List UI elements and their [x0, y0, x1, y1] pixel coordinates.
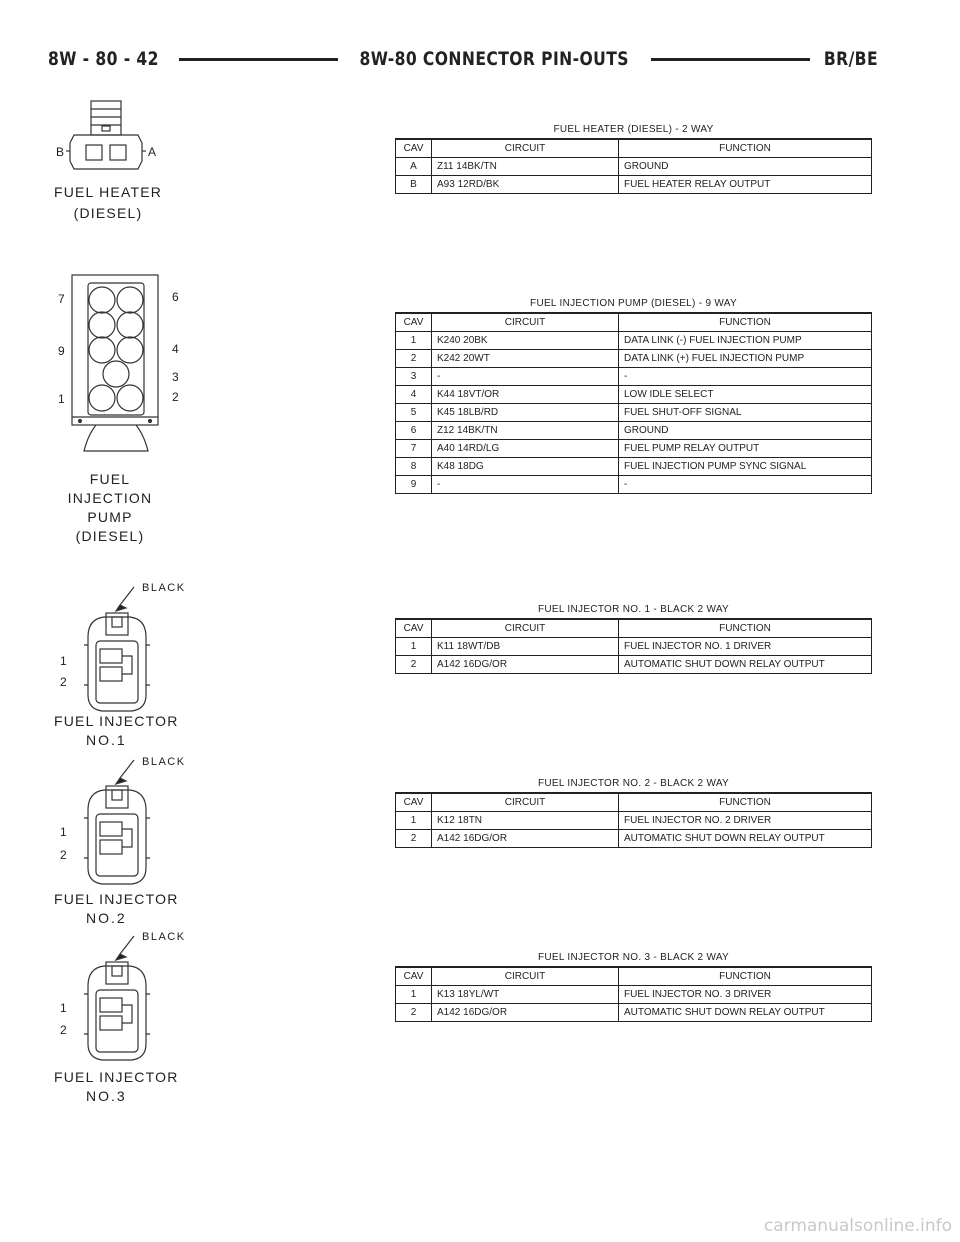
fuel-injector-3-diagram [40, 928, 200, 1108]
cav-cell: 1 [396, 638, 432, 656]
circuit-cell: K48 18DG [432, 458, 619, 476]
injector-2-label-2: NO.2 [86, 910, 127, 926]
table-row [396, 830, 872, 848]
injector-2-pin-1: 1 [60, 825, 67, 839]
cav-cell: 2 [396, 1004, 432, 1022]
column-header-function: FUNCTION [619, 619, 872, 638]
fuel-heater-diagram [40, 95, 200, 230]
circuit-cell: A142 16DG/OR [432, 1004, 619, 1022]
fuel-injector-1-table-title: FUEL INJECTOR NO. 1 - BLACK 2 WAY [537, 604, 730, 615]
column-header-circuit: CIRCUIT [432, 313, 619, 332]
column-header-function: FUNCTION [619, 139, 872, 158]
function-cell: GROUND [619, 422, 872, 440]
column-header-function: FUNCTION [619, 967, 872, 986]
table-row [396, 404, 872, 422]
fuel-injector-1-diagram [40, 575, 200, 750]
table-header-row [396, 619, 872, 638]
column-header-function: FUNCTION [619, 313, 872, 332]
pump-label-4: (DIESEL) [75, 528, 145, 544]
pump-pin-3: 3 [172, 370, 179, 384]
function-cell: FUEL INJECTOR NO. 1 DRIVER [619, 638, 872, 656]
fuel-heater-label-2: (DIESEL) [73, 205, 143, 221]
column-header-circuit: CIRCUIT [432, 793, 619, 812]
cav-cell: 9 [396, 476, 432, 494]
model-code: BR/BE [823, 48, 879, 70]
table-row [396, 158, 872, 176]
circuit-cell: - [432, 476, 619, 494]
circuit-cell: K11 18WT/DB [432, 638, 619, 656]
table-row [396, 368, 872, 386]
function-cell: FUEL INJECTOR NO. 3 DRIVER [619, 986, 872, 1004]
watermark: carmanualsonline.info [763, 1216, 952, 1236]
function-cell: DATA LINK (+) FUEL INJECTION PUMP [619, 350, 872, 368]
cav-cell: B [396, 176, 432, 194]
injector-2-label-1: FUEL INJECTOR [54, 891, 179, 907]
pump-pin-6: 6 [172, 290, 179, 304]
fuel-heater-pin-a: A [148, 145, 157, 159]
cav-cell: 5 [396, 404, 432, 422]
circuit-cell: K12 18TN [432, 812, 619, 830]
circuit-cell: A40 14RD/LG [432, 440, 619, 458]
section-title: 8W-80 CONNECTOR PIN-OUTS [359, 48, 630, 70]
cav-cell: 2 [396, 830, 432, 848]
fuel-heater-connector-icon [66, 101, 146, 169]
table-header-row [396, 793, 872, 812]
injection-pump-connector-icon [72, 275, 158, 451]
pump-pin-4: 4 [172, 342, 179, 356]
pump-pin-9: 9 [58, 344, 65, 358]
cav-cell: 2 [396, 656, 432, 674]
function-cell: LOW IDLE SELECT [619, 386, 872, 404]
page-header [48, 42, 878, 76]
table-row [396, 812, 872, 830]
injector-1-label-2: NO.1 [86, 732, 127, 748]
cav-cell: 8 [396, 458, 432, 476]
injector-2-color: BLACK [142, 756, 186, 768]
function-cell: FUEL SHUT-OFF SIGNAL [619, 404, 872, 422]
function-cell: AUTOMATIC SHUT DOWN RELAY OUTPUT [619, 830, 872, 848]
table-row [396, 386, 872, 404]
cav-cell: 6 [396, 422, 432, 440]
column-header-circuit: CIRCUIT [432, 619, 619, 638]
cav-cell: 1 [396, 986, 432, 1004]
fuel-injector-2-table [395, 792, 872, 848]
fuel-injector-1-table [395, 618, 872, 674]
fuel-injector-2-diagram [40, 752, 200, 927]
cav-cell: 7 [396, 440, 432, 458]
pump-label-1: FUEL [89, 471, 131, 487]
fuel-injection-pump-table-title: FUEL INJECTION PUMP (DIESEL) - 9 WAY [530, 298, 737, 309]
injector-1-color: BLACK [142, 582, 186, 594]
function-cell: FUEL INJECTOR NO. 2 DRIVER [619, 812, 872, 830]
table-row [396, 350, 872, 368]
injector-3-pin-1: 1 [60, 1001, 67, 1015]
table-row [396, 638, 872, 656]
cav-cell: A [396, 158, 432, 176]
column-header-cav: CAV [396, 967, 432, 986]
injector-3-pin-2: 2 [60, 1023, 67, 1037]
injector-1-pin-1: 1 [60, 654, 67, 668]
function-cell: - [619, 368, 872, 386]
page-number: 8W - 80 - 42 [48, 48, 159, 70]
function-cell: FUEL PUMP RELAY OUTPUT [619, 440, 872, 458]
column-header-cav: CAV [396, 313, 432, 332]
table-header-row [396, 139, 872, 158]
injector-3-label-1: FUEL INJECTOR [54, 1069, 179, 1085]
table-row [396, 458, 872, 476]
fuel-injector-3-table [395, 966, 872, 1022]
header-rule-left [179, 58, 338, 61]
cav-cell: 4 [396, 386, 432, 404]
table-row [396, 440, 872, 458]
table-row [396, 332, 872, 350]
fuel-injection-pump-diagram [30, 265, 210, 550]
circuit-cell: Z12 14BK/TN [432, 422, 619, 440]
pump-label-3: PUMP [87, 509, 133, 525]
fuel-injector-2-table-title: FUEL INJECTOR NO. 2 - BLACK 2 WAY [537, 778, 730, 789]
table-row [396, 176, 872, 194]
table-row [396, 476, 872, 494]
cav-cell: 1 [396, 332, 432, 350]
function-cell: - [619, 476, 872, 494]
fuel-injection-pump-table [395, 312, 872, 494]
fuel-heater-pin-b: B [56, 145, 65, 159]
fuel-injector-3-table-title: FUEL INJECTOR NO. 3 - BLACK 2 WAY [537, 952, 730, 963]
injector-2-pin-2: 2 [60, 848, 67, 862]
function-cell: FUEL INJECTION PUMP SYNC SIGNAL [619, 458, 872, 476]
function-cell: GROUND [619, 158, 872, 176]
circuit-cell: A142 16DG/OR [432, 656, 619, 674]
function-cell: AUTOMATIC SHUT DOWN RELAY OUTPUT [619, 1004, 872, 1022]
column-header-cav: CAV [396, 793, 432, 812]
circuit-cell: - [432, 368, 619, 386]
table-row [396, 422, 872, 440]
fuel-heater-table [395, 138, 872, 194]
table-row [396, 1004, 872, 1022]
pump-pin-2: 2 [172, 390, 179, 404]
circuit-cell: A142 16DG/OR [432, 830, 619, 848]
function-cell: DATA LINK (-) FUEL INJECTION PUMP [619, 332, 872, 350]
injector-1-connector-icon [84, 587, 150, 711]
injector-3-label-2: NO.3 [86, 1088, 127, 1104]
function-cell: FUEL HEATER RELAY OUTPUT [619, 176, 872, 194]
header-rule-right [651, 58, 810, 61]
column-header-circuit: CIRCUIT [432, 139, 619, 158]
circuit-cell: K13 18YL/WT [432, 986, 619, 1004]
table-header-row [396, 313, 872, 332]
column-header-function: FUNCTION [619, 793, 872, 812]
fuel-heater-label-1: FUEL HEATER [53, 184, 163, 200]
function-cell: AUTOMATIC SHUT DOWN RELAY OUTPUT [619, 656, 872, 674]
circuit-cell: K45 18LB/RD [432, 404, 619, 422]
circuit-cell: K44 18VT/OR [432, 386, 619, 404]
table-row [396, 986, 872, 1004]
column-header-cav: CAV [396, 619, 432, 638]
injector-1-label-1: FUEL INJECTOR [54, 713, 179, 729]
injector-2-connector-icon [84, 760, 150, 884]
injector-3-connector-icon [84, 936, 150, 1060]
cav-cell: 1 [396, 812, 432, 830]
table-header-row [396, 967, 872, 986]
circuit-cell: K242 20WT [432, 350, 619, 368]
column-header-cav: CAV [396, 139, 432, 158]
pump-pin-7: 7 [58, 292, 65, 306]
column-header-circuit: CIRCUIT [432, 967, 619, 986]
table-row [396, 656, 872, 674]
circuit-cell: K240 20BK [432, 332, 619, 350]
fuel-heater-table-title: FUEL HEATER (DIESEL) - 2 WAY [553, 124, 714, 135]
pump-pin-1: 1 [58, 392, 65, 406]
cav-cell: 3 [396, 368, 432, 386]
circuit-cell: Z11 14BK/TN [432, 158, 619, 176]
injector-1-pin-2: 2 [60, 675, 67, 689]
pump-label-2: INJECTION [67, 490, 153, 506]
cav-cell: 2 [396, 350, 432, 368]
injector-3-color: BLACK [142, 931, 186, 943]
circuit-cell: A93 12RD/BK [432, 176, 619, 194]
